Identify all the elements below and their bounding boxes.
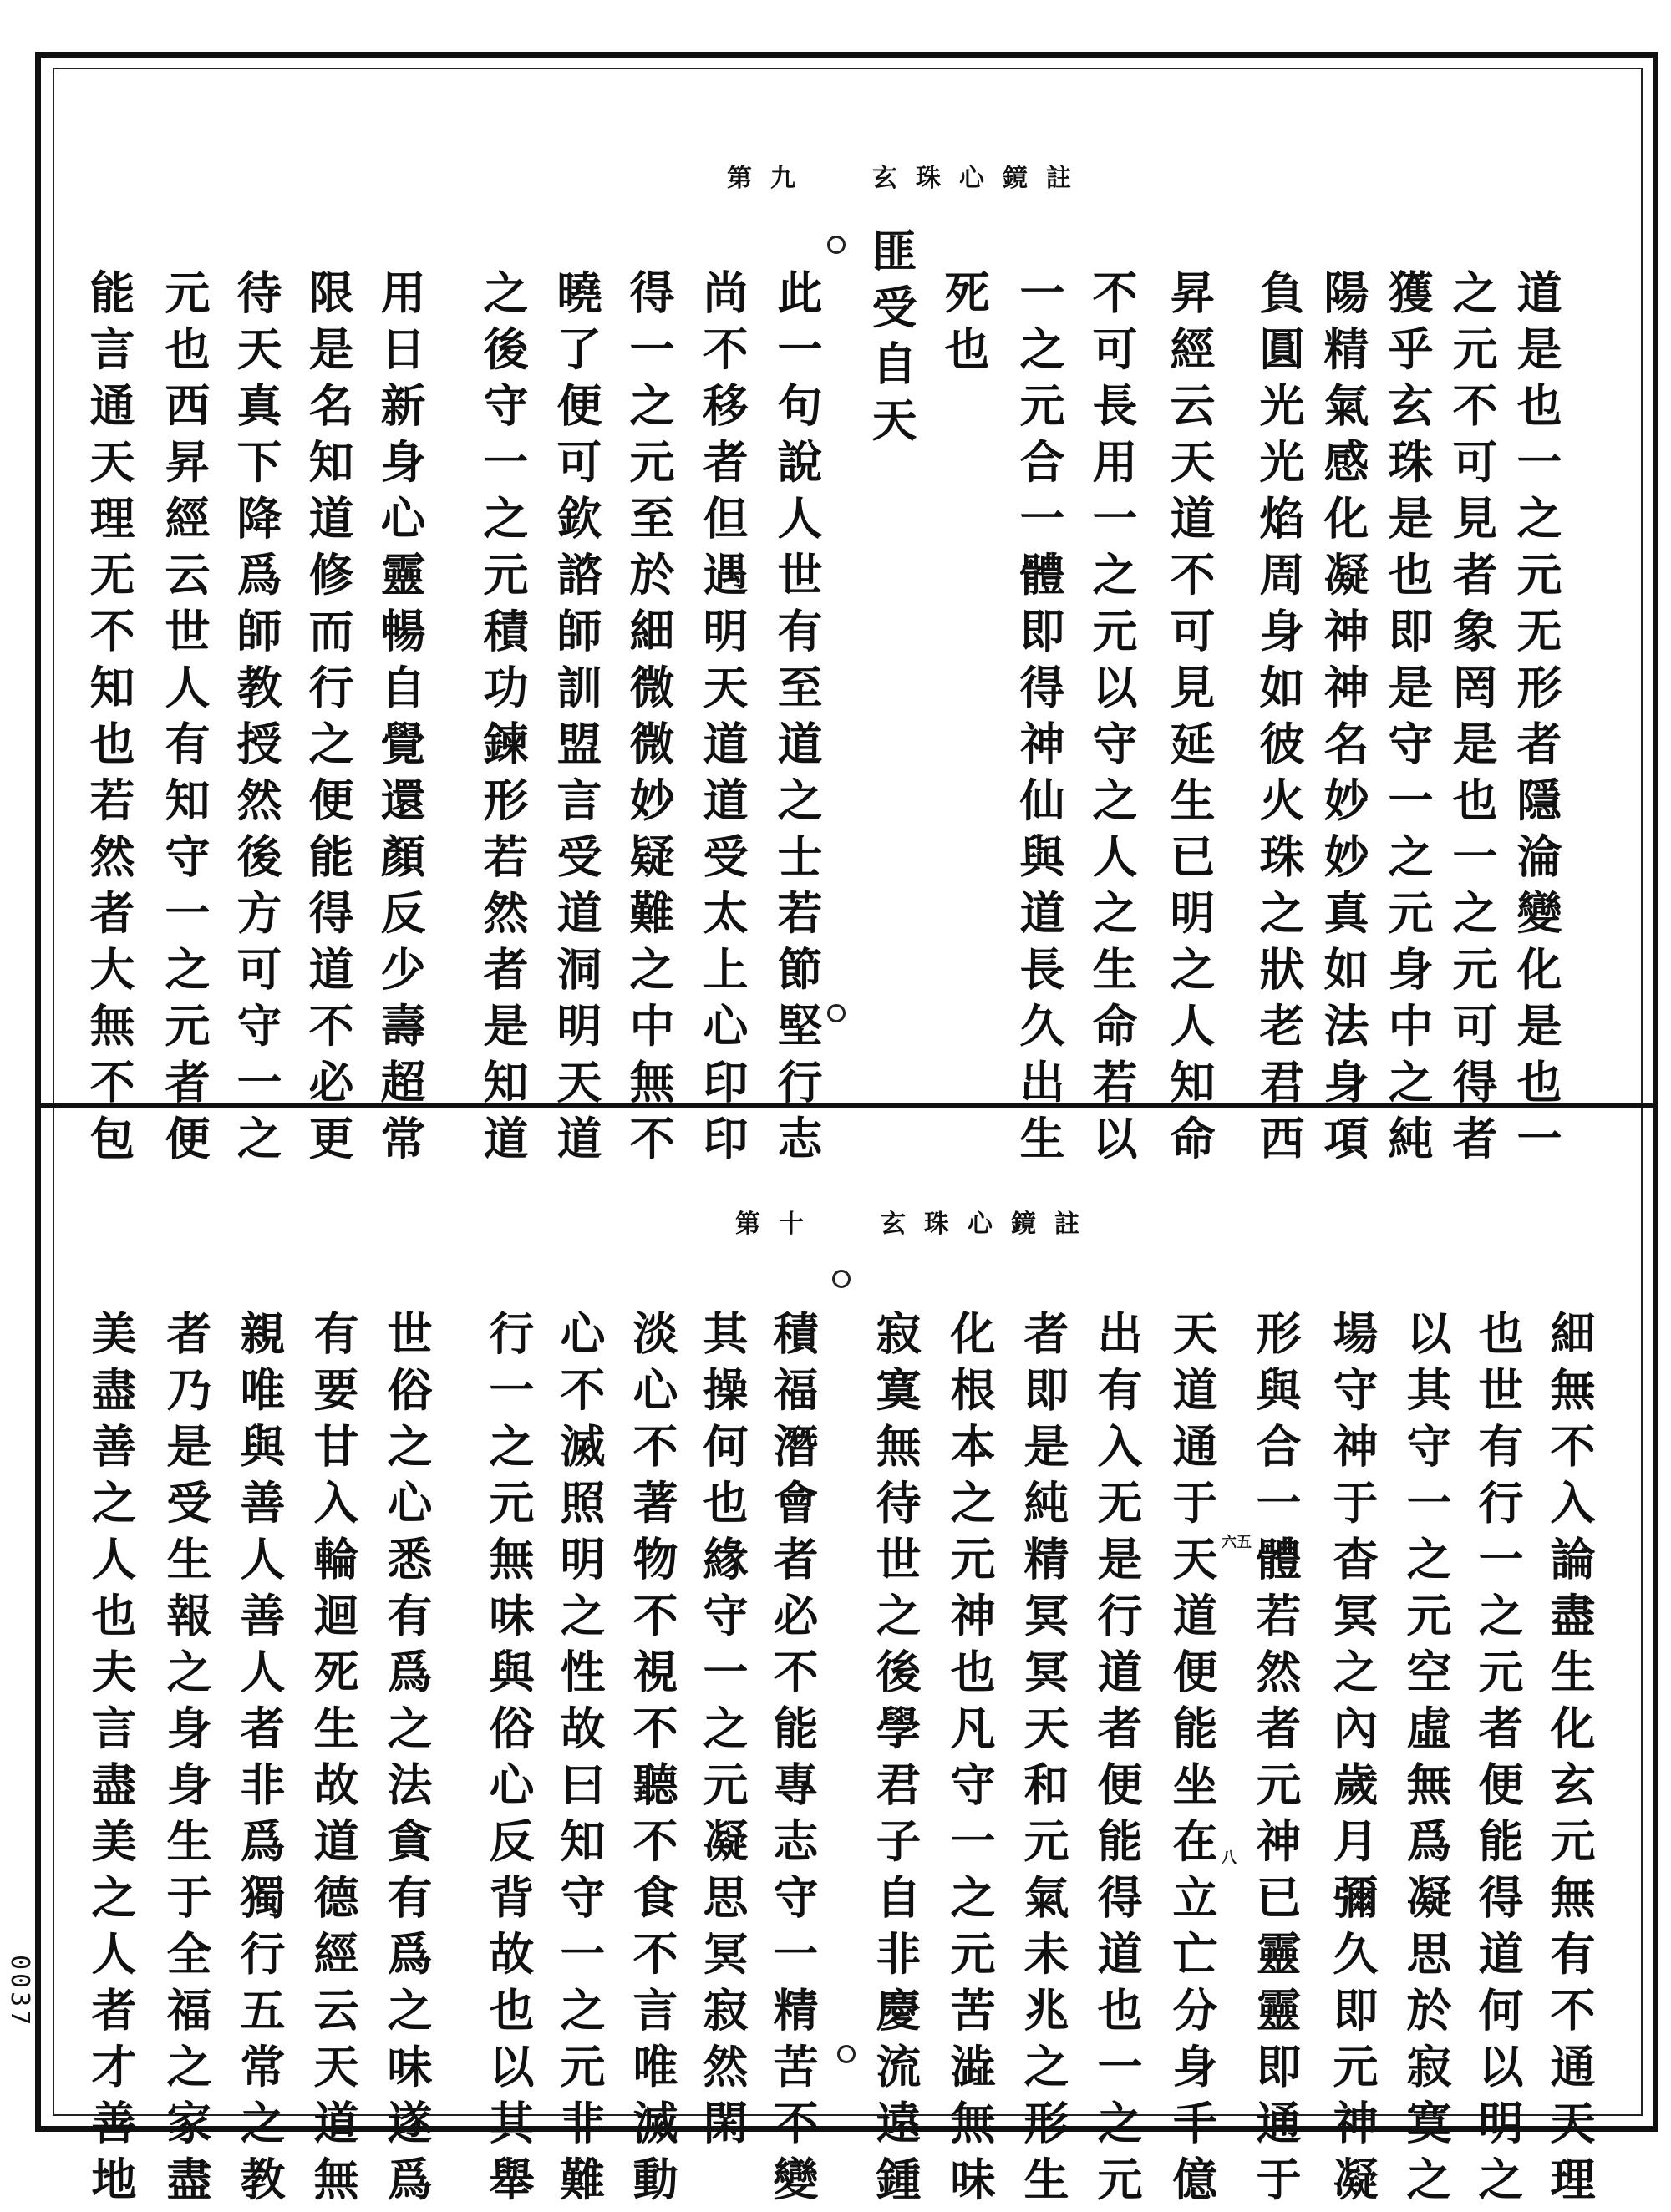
top-col-15: 之後守一之元積功鍊形若然者是知道 bbox=[476, 269, 530, 1171]
bottom-page-header bbox=[735, 1203, 1098, 1240]
bottom-col-8: 者即是純精冥冥天和元氣未兆之形生 bbox=[1017, 1310, 1070, 2212]
bottom-note-2: 八 bbox=[1222, 1849, 1237, 1867]
bottom-col-15: 行一之元無味與俗心反背故也以其舉 bbox=[482, 1310, 536, 2212]
top-col-2: 之元不可見者象罔是也一之元可得者 bbox=[1445, 269, 1499, 1171]
top-col-18: 待天真下降爲師教授然後方可守一之 bbox=[230, 269, 283, 1171]
bottom-book-title: 玄珠心鏡註 bbox=[881, 1210, 1098, 1239]
bottom-col-18: 親唯與善人善人者非爲獨行五常之教 bbox=[233, 1310, 287, 2212]
bottom-col-7: 出有入无是行道者便能得道也一之元 bbox=[1090, 1310, 1144, 2212]
top-page-label: 第九 bbox=[727, 164, 814, 193]
top-circle-mark-2 bbox=[827, 1004, 846, 1022]
bottom-col-9: 化根本之元神也凡守一之元苦澁無味 bbox=[943, 1310, 997, 2212]
top-col-16: 用日新身心靈暢自覺還顏反少壽超常 bbox=[373, 269, 427, 1171]
top-circle-mark bbox=[827, 236, 846, 254]
top-page-header bbox=[727, 157, 1089, 194]
top-col-14: 曉了便可欽諮師訓盟言受道洞明天道 bbox=[550, 269, 603, 1171]
top-col-7: 不可長用一之元以守之人之生命若以 bbox=[1085, 269, 1139, 1171]
bottom-col-13: 淡心不著物不視不聽不食不言唯滅動 bbox=[626, 1310, 679, 2212]
bottom-col-16: 世俗之心悉有爲之法貪有爲之味遂爲 bbox=[380, 1310, 434, 2212]
top-col-11: 此一句說人世有至道之士若節堅行志 bbox=[770, 269, 824, 1171]
bottom-col-10: 寂寞無待世之後學君子自非慶流遠鍾 bbox=[869, 1310, 922, 2212]
top-col-9: 死也 bbox=[937, 269, 991, 382]
bottom-col-1: 細無不入論盡生化玄元無有不通天理 bbox=[1543, 1310, 1597, 2212]
top-col-12: 尚不移者但遇明天道道受太上心印印 bbox=[696, 269, 749, 1171]
bottom-col-12: 其操何也緣守一之元凝思冥寂然閑 bbox=[696, 1310, 749, 2156]
bottom-circle-mark-2 bbox=[837, 2045, 856, 2063]
bottom-col-5: 形與合一體若然者元神已靈靈即通于 bbox=[1249, 1310, 1303, 2212]
top-col-3: 獲乎玄珠是也即是守一之元身中之純 bbox=[1381, 269, 1435, 1171]
bottom-note-1: 六五 bbox=[1222, 1534, 1252, 1551]
bottom-col-19: 者乃是受生報之身身生于全福之家盡 bbox=[160, 1310, 213, 2212]
bottom-circle-mark bbox=[832, 1270, 851, 1288]
bottom-col-11: 積福潛會者必不能專志守一精苦不變 bbox=[766, 1310, 820, 2212]
page-number: 0037 bbox=[5, 1955, 34, 2029]
top-col-1: 道是也一之元无形者隱淪變化是也一 bbox=[1510, 269, 1563, 1171]
top-col-5: 負圓光光焰周身如彼火珠之狀老君西 bbox=[1252, 269, 1306, 1171]
bottom-col-2: 也世有行一之元者便能得道何以明之 bbox=[1471, 1310, 1525, 2212]
top-col-19: 元也西昇經云世人有知守一之元者便 bbox=[158, 269, 211, 1171]
top-col-20: 能言通天理无不知也若然者大無不包 bbox=[83, 269, 136, 1171]
bottom-col-14: 心不滅照明之性故曰知守一之元非難 bbox=[553, 1310, 607, 2212]
bottom-col-20: 美盡善之人也夫言盡美之人者才善地 bbox=[84, 1310, 138, 2212]
top-col-6: 昇經云天道不可見延生已明之人知命 bbox=[1163, 269, 1216, 1171]
top-col-4: 陽精氣感化凝神神名妙妙真如法身項 bbox=[1317, 269, 1370, 1171]
bottom-col-6: 天道通于天道便能坐在立亡分身千億 bbox=[1166, 1310, 1219, 2212]
bottom-col-4: 場守神于杳冥之內歲月彌久即元神凝 bbox=[1326, 1310, 1379, 2212]
top-col-17: 限是名知道修而行之便能得道不必更 bbox=[302, 269, 355, 1171]
top-book-title: 玄珠心鏡註 bbox=[872, 164, 1089, 193]
top-col-10: 匪受自天 bbox=[865, 227, 918, 453]
bottom-col-3: 以其守一之元空虛無爲凝思於寂寞之 bbox=[1399, 1310, 1453, 2212]
top-col-8: 一之元合一體即得神仙與道長久出生 bbox=[1013, 269, 1066, 1171]
top-col-13: 得一之元至於細微微妙疑難之中無不 bbox=[622, 269, 676, 1171]
bottom-page-label: 第十 bbox=[735, 1210, 822, 1239]
bottom-col-17: 有要甘入輪迴死生故道德經云天道無 bbox=[307, 1310, 360, 2212]
